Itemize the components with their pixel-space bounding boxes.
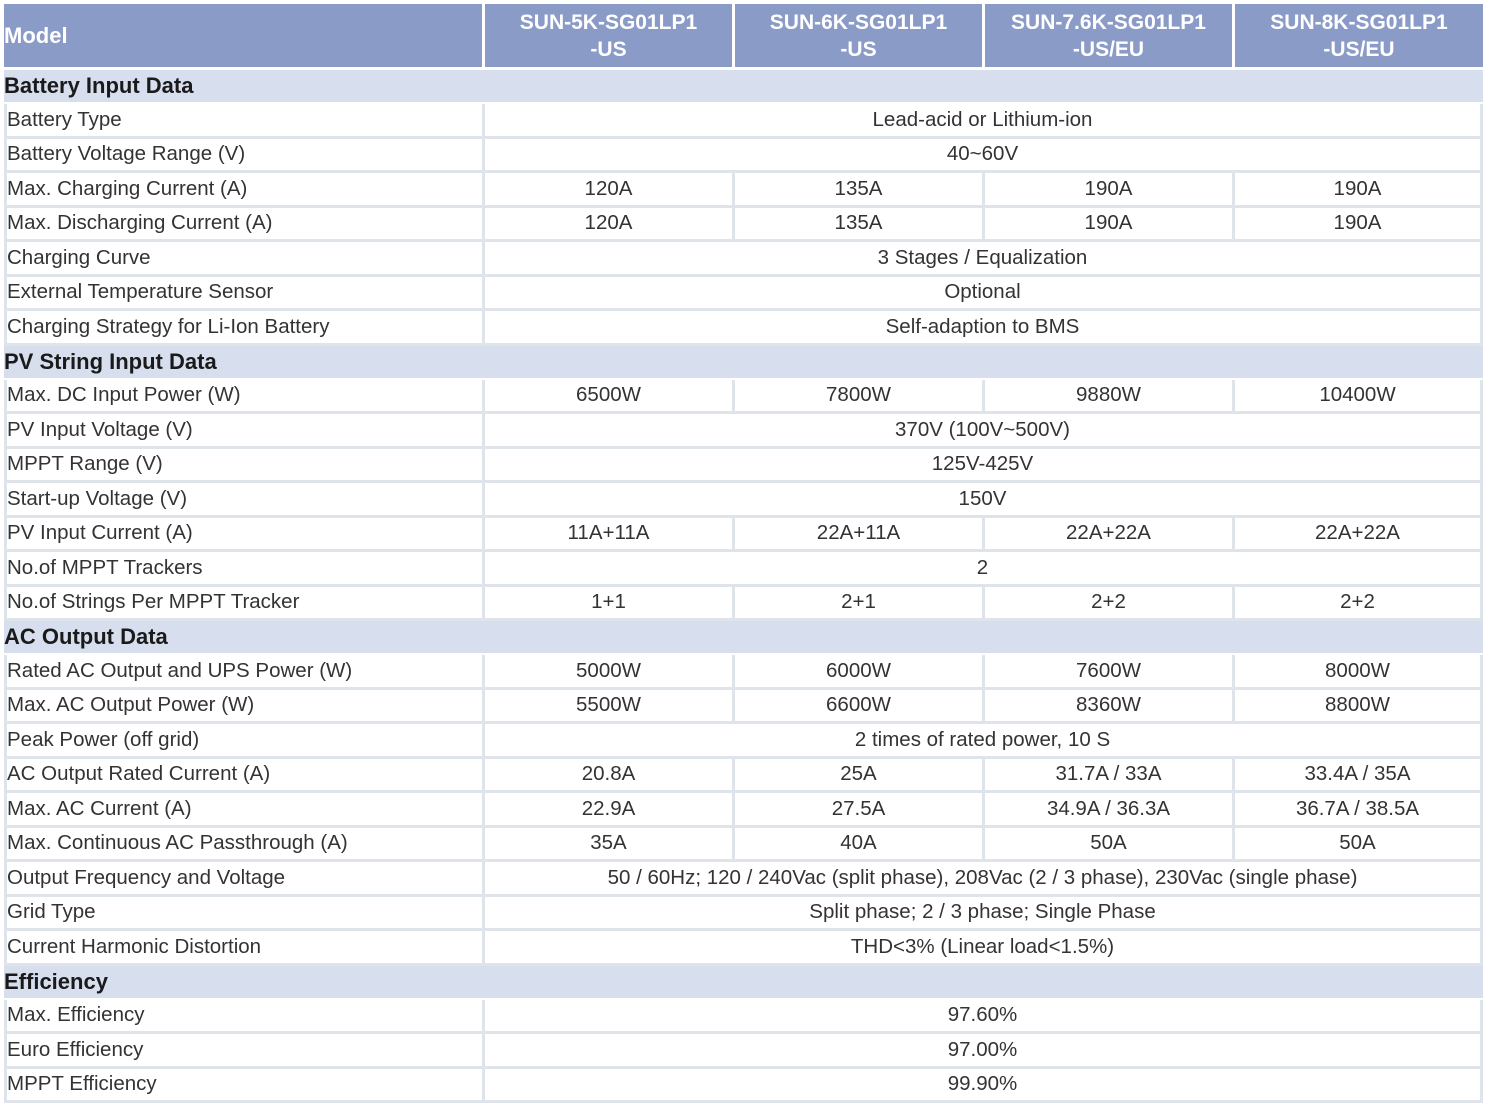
value-cell: 2+2	[1232, 587, 1483, 622]
model-header	[1232, 4, 1483, 70]
table-row	[4, 414, 1483, 449]
model-header	[982, 4, 1232, 70]
row-label: PV Input Current (A)	[4, 518, 482, 553]
section-header-row	[4, 621, 1483, 655]
value-cell: 22A+22A	[982, 518, 1232, 553]
value-cell: 120A	[482, 173, 732, 208]
row-label: No.of Strings Per MPPT Tracker	[4, 587, 482, 622]
value-cell: 31.7A / 33A	[982, 759, 1232, 794]
model-suffix: -US	[735, 36, 982, 63]
section-title: AC Output Data	[4, 621, 1483, 655]
value-cell: 50A	[982, 828, 1232, 863]
spanned-value-cell: 97.60%	[482, 1000, 1483, 1035]
spanned-value-cell: Self-adaption to BMS	[482, 311, 1483, 346]
table-row	[4, 173, 1483, 208]
table-row	[4, 897, 1483, 932]
spanned-value-cell: 97.00%	[482, 1034, 1483, 1069]
section-title: Battery Input Data	[4, 70, 1483, 104]
spanned-value-cell: 2 times of rated power, 10 S	[482, 724, 1483, 759]
header-label: Model	[4, 4, 482, 70]
spanned-value-cell: THD<3% (Linear load<1.5%)	[482, 931, 1483, 966]
table-row	[4, 862, 1483, 897]
row-label: MPPT Efficiency	[4, 1069, 482, 1103]
row-label: Max. Discharging Current (A)	[4, 208, 482, 243]
row-label: External Temperature Sensor	[4, 277, 482, 312]
value-cell: 190A	[1232, 208, 1483, 243]
table-row	[4, 655, 1483, 690]
model-suffix: -US/EU	[1235, 36, 1483, 63]
value-cell: 25A	[732, 759, 982, 794]
value-cell: 35A	[482, 828, 732, 863]
model-suffix: -US	[485, 36, 732, 63]
row-label: Max. Efficiency	[4, 1000, 482, 1035]
table-row	[4, 483, 1483, 518]
table-row	[4, 311, 1483, 346]
value-cell: 7600W	[982, 655, 1232, 690]
row-label: AC Output Rated Current (A)	[4, 759, 482, 794]
spanned-value-cell: Split phase; 2 / 3 phase; Single Phase	[482, 897, 1483, 932]
section-header-row	[4, 966, 1483, 1000]
spanned-value-cell: 125V-425V	[482, 449, 1483, 484]
spanned-value-cell: 50 / 60Hz; 120 / 240Vac (split phase), 208Vac (2 / 3 phase), 230Vac (single phase)	[482, 862, 1483, 897]
value-cell: 6500W	[482, 380, 732, 415]
section-title: Efficiency	[4, 966, 1483, 1000]
value-cell: 11A+11A	[482, 518, 732, 553]
spanned-value-cell: Lead-acid or Lithium-ion	[482, 104, 1483, 139]
value-cell: 22.9A	[482, 793, 732, 828]
row-label: Max. AC Current (A)	[4, 793, 482, 828]
table-row	[4, 724, 1483, 759]
value-cell: 6000W	[732, 655, 982, 690]
table-row	[4, 793, 1483, 828]
row-label: Output Frequency and Voltage	[4, 862, 482, 897]
table-row	[4, 759, 1483, 794]
section-title: PV String Input Data	[4, 346, 1483, 380]
table-header-row	[4, 4, 1483, 70]
value-cell: 22A+22A	[1232, 518, 1483, 553]
value-cell: 34.9A / 36.3A	[982, 793, 1232, 828]
value-cell: 120A	[482, 208, 732, 243]
value-cell: 135A	[732, 208, 982, 243]
row-label: Battery Type	[4, 104, 482, 139]
row-label: Max. DC Input Power (W)	[4, 380, 482, 415]
table-row	[4, 1034, 1483, 1069]
model-suffix: -US/EU	[985, 36, 1232, 63]
row-label: Max. Charging Current (A)	[4, 173, 482, 208]
table-row	[4, 208, 1483, 243]
table-row	[4, 242, 1483, 277]
value-cell: 5000W	[482, 655, 732, 690]
row-label: MPPT Range (V)	[4, 449, 482, 484]
spanned-value-cell: 370V (100V~500V)	[482, 414, 1483, 449]
table-row	[4, 449, 1483, 484]
model-name: SUN-8K-SG01LP1	[1235, 9, 1483, 36]
value-cell: 27.5A	[732, 793, 982, 828]
value-cell: 190A	[982, 208, 1232, 243]
section-header-row	[4, 346, 1483, 380]
spanned-value-cell: 99.90%	[482, 1069, 1483, 1103]
spec-table	[4, 4, 1483, 1103]
spanned-value-cell: 40~60V	[482, 139, 1483, 174]
model-header	[732, 4, 982, 70]
value-cell: 190A	[1232, 173, 1483, 208]
table-row	[4, 1000, 1483, 1035]
model-header	[482, 4, 732, 70]
spec-table-body	[4, 70, 1483, 1103]
value-cell: 8360W	[982, 690, 1232, 725]
value-cell: 7800W	[732, 380, 982, 415]
value-cell: 22A+11A	[732, 518, 982, 553]
row-label: Charging Strategy for Li-Ion Battery	[4, 311, 482, 346]
value-cell: 10400W	[1232, 380, 1483, 415]
row-label: Grid Type	[4, 897, 482, 932]
value-cell: 9880W	[982, 380, 1232, 415]
model-name: SUN-7.6K-SG01LP1	[985, 9, 1232, 36]
spanned-value-cell: 3 Stages / Equalization	[482, 242, 1483, 277]
table-row	[4, 1069, 1483, 1103]
table-row	[4, 518, 1483, 553]
value-cell: 40A	[732, 828, 982, 863]
value-cell: 2+2	[982, 587, 1232, 622]
value-cell: 1+1	[482, 587, 732, 622]
spanned-value-cell: 150V	[482, 483, 1483, 518]
table-row	[4, 380, 1483, 415]
value-cell: 36.7A / 38.5A	[1232, 793, 1483, 828]
row-label: Battery Voltage Range (V)	[4, 139, 482, 174]
row-label: Euro Efficiency	[4, 1034, 482, 1069]
row-label: Current Harmonic Distortion	[4, 931, 482, 966]
row-label: Rated AC Output and UPS Power (W)	[4, 655, 482, 690]
table-row	[4, 552, 1483, 587]
row-label: Start-up Voltage (V)	[4, 483, 482, 518]
value-cell: 2+1	[732, 587, 982, 622]
spanned-value-cell: Optional	[482, 277, 1483, 312]
value-cell: 50A	[1232, 828, 1483, 863]
row-label: No.of MPPT Trackers	[4, 552, 482, 587]
spanned-value-cell: 2	[482, 552, 1483, 587]
row-label: Max. Continuous AC Passthrough (A)	[4, 828, 482, 863]
table-row	[4, 690, 1483, 725]
section-header-row	[4, 70, 1483, 104]
model-name: SUN-6K-SG01LP1	[735, 9, 982, 36]
row-label: Charging Curve	[4, 242, 482, 277]
table-row	[4, 828, 1483, 863]
value-cell: 190A	[982, 173, 1232, 208]
value-cell: 5500W	[482, 690, 732, 725]
table-row	[4, 139, 1483, 174]
table-row	[4, 587, 1483, 622]
value-cell: 135A	[732, 173, 982, 208]
table-row	[4, 931, 1483, 966]
table-row	[4, 104, 1483, 139]
row-label: Peak Power (off grid)	[4, 724, 482, 759]
value-cell: 6600W	[732, 690, 982, 725]
table-row	[4, 277, 1483, 312]
value-cell: 20.8A	[482, 759, 732, 794]
row-label: Max. AC Output Power (W)	[4, 690, 482, 725]
row-label: PV Input Voltage (V)	[4, 414, 482, 449]
value-cell: 8800W	[1232, 690, 1483, 725]
value-cell: 8000W	[1232, 655, 1483, 690]
model-name: SUN-5K-SG01LP1	[485, 9, 732, 36]
value-cell: 33.4A / 35A	[1232, 759, 1483, 794]
